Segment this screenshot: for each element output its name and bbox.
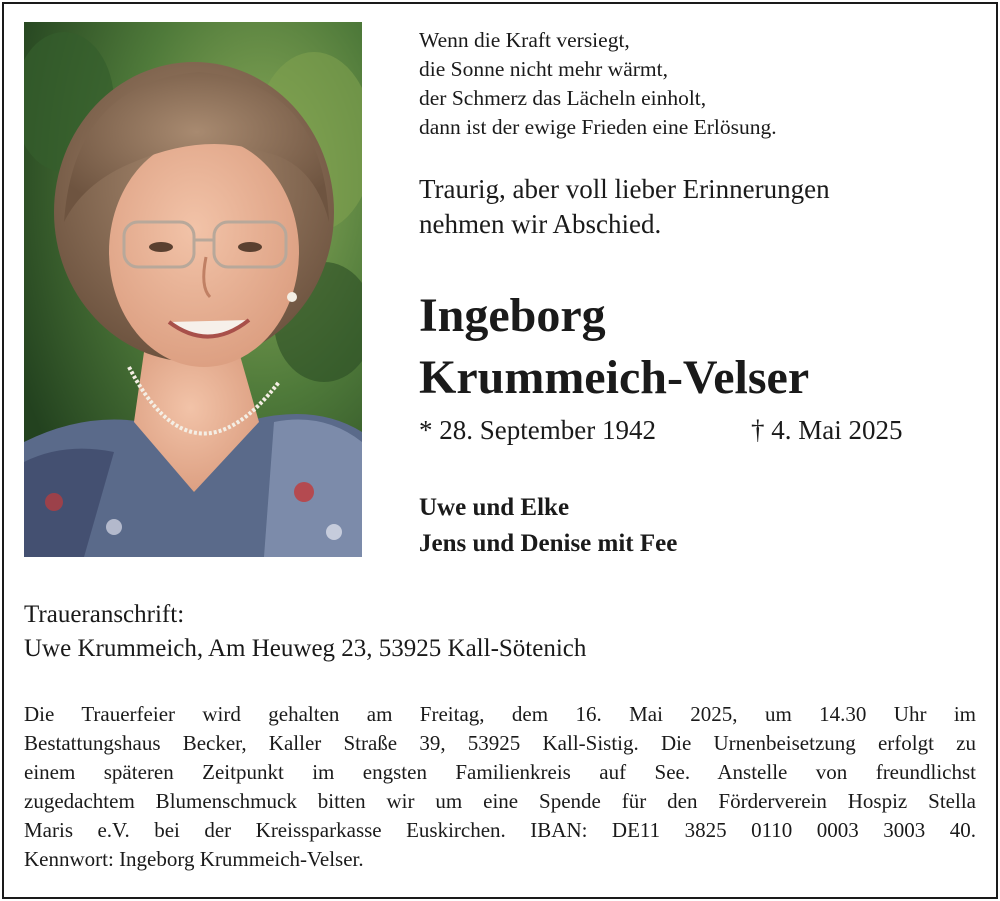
farewell-line: nehmen wir Abschied.: [419, 209, 662, 239]
mourner-line: Uwe und Elke: [419, 494, 570, 521]
poem-line: Wenn die Kraft versiegt,: [419, 28, 630, 52]
deceased-last-name: Krummeich-Velser: [419, 351, 810, 404]
farewell-text: [419, 172, 830, 242]
portrait-photo: [24, 22, 362, 557]
poem-line: die Sonne nicht mehr wärmt,: [419, 57, 668, 81]
address-value: Uwe Krummeich, Am Heuweg 23, 53925 Kall-Sötenich: [24, 635, 587, 662]
birth-date: * 28. September 1942: [419, 415, 656, 445]
farewell-line: Traurig, aber voll lieber Erinnerungen: [419, 174, 830, 204]
poem-line: dann ist der ewige Frieden eine Erlösung.: [419, 115, 777, 139]
poem-line: der Schmerz das Lächeln einholt,: [419, 86, 707, 110]
deceased-first-name: Ingeborg: [419, 289, 606, 342]
notice-line: zugedachtem Blumenschmuck bitten wir um eine Spende für den Förderverein Hospiz Stella: [24, 789, 976, 813]
poem: [419, 26, 777, 142]
notice-line: Bestattungshaus Becker, Kaller Straße 39, 53925 Kall-Sistig. Die Urnenbeisetzung erfolgt zu: [24, 731, 976, 755]
address-label: Traueranschrift:: [24, 601, 185, 628]
notice-line: Maris e.V. bei der Kreissparkasse Euskirchen. IBAN: DE11 3825 0110 0003 3003 40.: [24, 818, 976, 842]
deceased-name: [419, 285, 809, 409]
mourning-address: [24, 598, 586, 666]
portrait-illustration: [24, 22, 362, 557]
death-date: † 4. Mai 2025: [751, 415, 903, 445]
notice-line: Kennwort: Ingeborg Krummeich-Velser.: [24, 847, 364, 871]
mourners: [419, 490, 677, 562]
notice-line: einem späteren Zeitpunkt im engsten Familienkreis auf See. Anstelle von freundlichst: [24, 760, 976, 784]
notice-line: Die Trauerfeier wird gehalten am Freitag, dem 16. Mai 2025, um 14.30 Uhr im: [24, 702, 976, 726]
mourner-line: Jens und Denise mit Fee: [419, 530, 678, 557]
funeral-notice: [24, 700, 976, 874]
